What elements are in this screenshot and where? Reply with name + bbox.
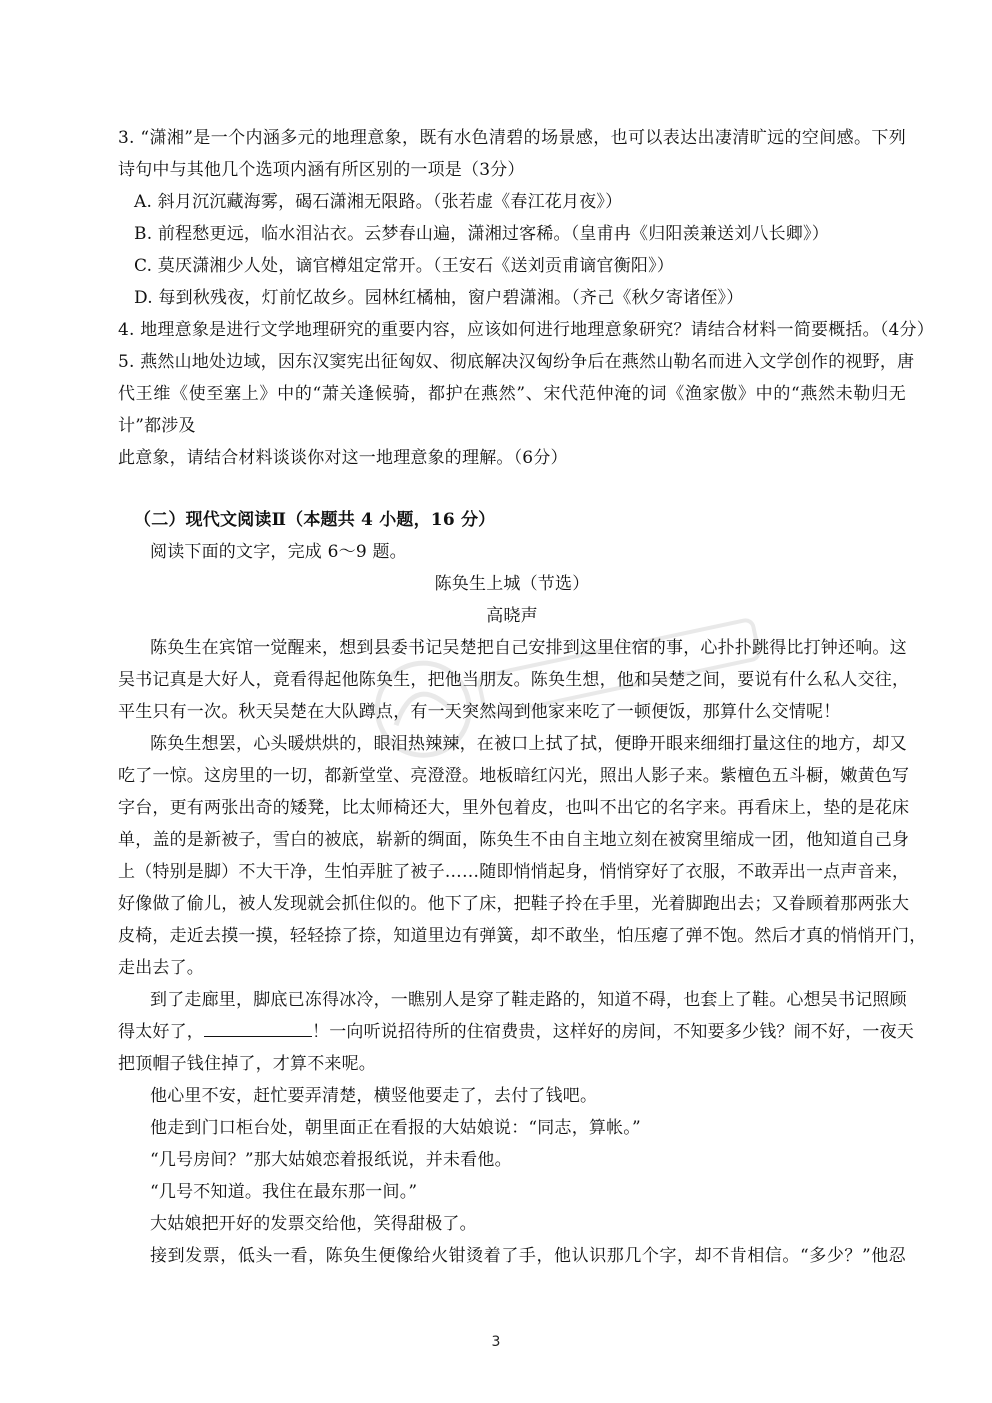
paragraph-line: 到了走廊里，脚底已冻得冰冷，一瞧别人是穿了鞋走路的，知道不碍，也套上了鞋。心想吴书记照顾 [150, 990, 907, 1010]
page-number: 3 [491, 1334, 501, 1350]
paragraph-5: 他走到门口柜台处，朝里面正在看报的大姑娘说：“同志，算帐。” [150, 1118, 641, 1138]
paragraph-line: 单，盖的是新被子，雪白的被底，崭新的绸面，陈奂生不由自主地立刻在被窝里缩成一团，他知道自己身 [118, 830, 910, 850]
question-5-line2: 代王维《使至塞上》中的“萧关逢候骑，都护在燕然”、宋代范仲淹的词《渔家傲》中的“燕然未勒归无 [118, 384, 906, 404]
fill-in-blank[interactable] [204, 1018, 312, 1037]
paragraph-8: 大姑娘把开好的发票交给他，笑得甜极了。 [150, 1214, 477, 1234]
paragraph-7: “几号不知道。我住在最东那一间。” [150, 1182, 418, 1202]
paragraph-4: 他心里不安，赶忙要弄清楚，横竖他要走了，去付了钱吧。 [150, 1086, 598, 1106]
paragraph-line: 陈奂生在宾馆一觉醒来，想到县委书记吴楚把自己安排到这里住宿的事，心扑扑跳得比打钟还响。这 [150, 638, 907, 658]
section-heading: （二）现代文阅读Ⅱ（本题共 4 小题，16 分） [134, 510, 496, 530]
text-after-blank: ！一向听说招待所的住宿费贵，这样好的房间，不知要多少钱？闹不好，一夜天 [312, 1022, 914, 1042]
option-b: B. 前程愁更远，临水泪沾衣。云梦春山遍，潇湘过客稀。（皇甫冉《归阳羡兼送刘八长卿》） [134, 224, 829, 244]
paragraph-2 [118, 728, 927, 984]
option-d: D. 每到秋残夜，灯前忆故乡。园林红橘柚，窗户碧潇湘。（齐己《秋夕寄诸侄》） [134, 288, 744, 308]
section-spacer [118, 474, 906, 504]
paragraph-line: 皮椅，走近去摸一摸，轻轻捺了捺，知道里边有弹簧，却不敢坐，怕压瘪了弹不饱。然后才真的悄悄开门， [118, 926, 927, 946]
exam-page [118, 122, 934, 1272]
question-5-line1: 5. 燕然山地处边域，因东汉窦宪出征匈奴、彻底解决汉匈纷争后在燕然山勒名而进入文学创作的视野，唐 [118, 352, 915, 372]
paragraph-line: 把顶帽子钱住掉了，才算不来呢。 [118, 1054, 376, 1074]
question-4: 4. 地理意象是进行文学地理研究的重要内容，应该如何进行地理意象研究？请结合材料一简要概括。（4分） [118, 320, 934, 340]
paragraph-9: 接到发票，低头一看，陈奂生便像给火钳烫着了手，他认识那几个字，却不肯相信。“多少？”他忍 [150, 1246, 906, 1266]
passage-title: 陈奂生上城（节选） [434, 574, 590, 594]
paragraph-line-with-blank [118, 1016, 914, 1048]
paragraph-line: 上（特别是脚）不大干净，生怕弄脏了被子……随即悄悄起身，悄悄穿好了衣服，不敢弄出一点声音来， [118, 862, 910, 882]
paragraph-line: 陈奂生想罢，心头暖烘烘的，眼泪热辣辣，在被口上拭了拭，便睁开眼来细细打量这住的地方，却又 [150, 734, 907, 754]
text-before-blank: 得太好了， [118, 1022, 204, 1042]
question-3-stem-line2: 诗句中与其他几个选项内涵有所区别的一项是（3分） [118, 160, 525, 180]
question-5-line4: 此意象，请结合材料谈谈你对这一地理意象的理解。（6分） [118, 448, 568, 468]
question-3 [118, 122, 906, 314]
paragraph-line: 吃了一惊。这房里的一切，都新堂堂、亮澄澄。地板暗红闪光，照出人影子来。紫檀色五斗橱，嫩黄色写 [118, 766, 910, 786]
paragraph-line: 吴书记真是大好人，竟看得起他陈奂生，把他当朋友。陈奂生想，他和吴楚之间，要说有什么私人交往， [118, 670, 910, 690]
option-c: C. 莫厌潇湘少人处，谪官樽俎定常开。（王安石《送刘贡甫谪官衡阳》） [134, 256, 675, 276]
section-instruction: 阅读下面的文字，完成 6～9 题。 [150, 542, 407, 562]
passage-author: 高晓声 [486, 606, 538, 626]
paragraph-line: 好像做了偷儿，被人发现就会抓住似的。他下了床，把鞋子拎在手里，光着脚跑出去；又眷顾着那两张大 [118, 894, 910, 914]
paragraph-line: 平生只有一次。秋天吴楚在大队蹲点，有一天突然闯到他家来吃了一顿便饭，那算什么交情呢！ [118, 702, 841, 722]
option-a: A. 斜月沉沉藏海雾，碣石潇湘无限路。（张若虚《春江花月夜》） [134, 192, 623, 212]
question-5-line3: 计”都涉及 [118, 416, 196, 436]
question-3-stem-line1: 3. “潇湘”是一个内涵多元的地理意象，既有水色清碧的场景感，也可以表达出凄清旷远的空间感。下列 [118, 128, 906, 148]
paragraph-6: “几号房间？”那大姑娘恋着报纸说，并未看他。 [150, 1150, 512, 1170]
paragraph-3 [118, 984, 914, 1080]
paragraph-line: 走出去了。 [118, 958, 204, 978]
paragraph-line: 字台，更有两张出奇的矮凳，比太师椅还大，里外包着皮，也叫不出它的名字来。再看床上，垫的是花床 [118, 798, 910, 818]
question-5 [118, 346, 915, 474]
paragraph-1 [118, 632, 910, 728]
